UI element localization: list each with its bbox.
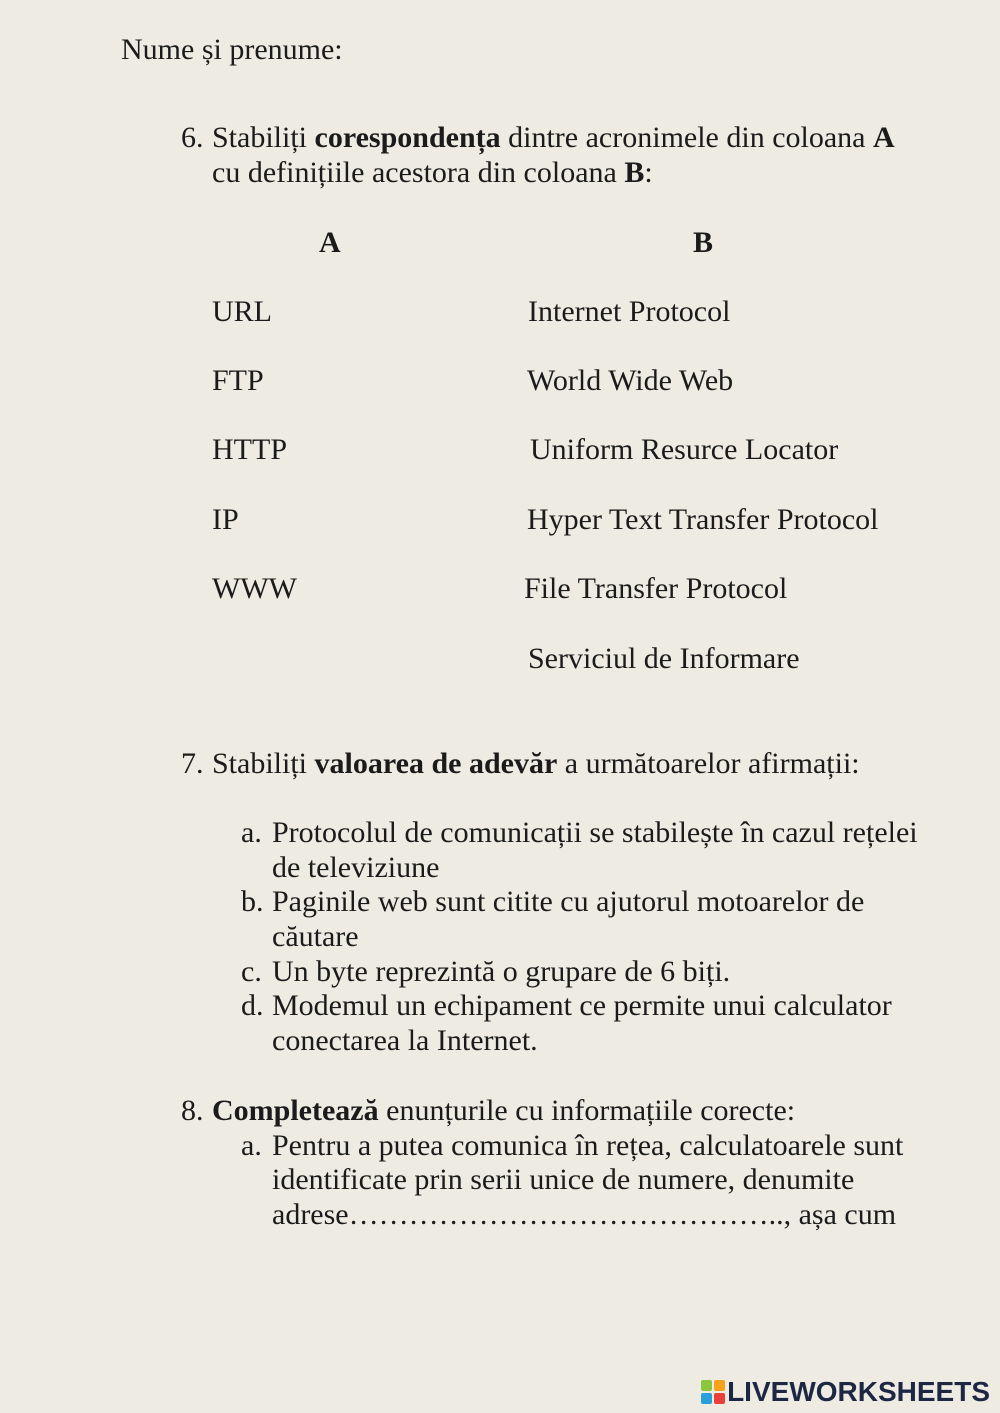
student-name-label: Nume și prenume:	[121, 33, 343, 66]
statement-text: Paginile web sunt citite cu ajutorul motoarelor de	[272, 885, 865, 918]
q7-number: 7.	[181, 747, 204, 780]
q6-prompt-text: cu definițiile acestora din coloana	[212, 156, 625, 189]
acronym-item: WWW	[212, 572, 297, 605]
q7-prompt	[212, 746, 860, 781]
q6-number: 6.	[181, 121, 204, 154]
fill-in-text: identificate prin serii unice de numere, denumite	[272, 1163, 855, 1196]
q7-prompt-text: a următoarelor afirmații:	[557, 747, 860, 780]
definition-item: Serviciul de Informare	[528, 642, 800, 675]
q6-column-b-reference: B	[624, 156, 645, 189]
statement-text: Modemul un echipament ce permite unui calculator	[272, 989, 892, 1022]
acronym-item: URL	[212, 295, 272, 328]
q6-prompt-text: Stabiliți	[212, 121, 315, 154]
q8-prompt	[212, 1093, 795, 1128]
q6-column-a-reference: A	[873, 121, 895, 154]
logo-square	[714, 1393, 725, 1404]
q7-prompt-keyword: valoarea de adevăr	[314, 747, 558, 780]
definition-item: Uniform Resurce Locator	[530, 433, 839, 466]
list-marker: d.	[241, 989, 264, 1022]
q6-prompt-text: dintre acronimele din coloana	[500, 121, 873, 154]
list-marker: c.	[241, 955, 262, 988]
fill-in-text: adrese…………………………………….., așa cum	[272, 1198, 897, 1231]
logo-square	[701, 1393, 712, 1404]
definition-item: Hyper Text Transfer Protocol	[527, 503, 879, 536]
liveworksheets-logo-link[interactable]	[701, 1378, 990, 1406]
logo-square	[714, 1380, 725, 1391]
q6-prompt-keyword: corespondența	[314, 121, 501, 154]
q8-number: 8.	[181, 1094, 204, 1127]
list-marker: b.	[241, 885, 264, 918]
q7-prompt-text: Stabiliți	[212, 747, 315, 780]
liveworksheets-logo-text: LIVEWORKSHEETS	[727, 1376, 990, 1407]
definition-item: World Wide Web	[527, 364, 734, 397]
q6-prompt-line-1	[212, 120, 895, 155]
acronym-item: IP	[212, 503, 239, 536]
fill-in-text: Pentru a putea comunica în rețea, calculatoarele sunt	[272, 1129, 904, 1162]
list-marker: a.	[241, 1129, 262, 1162]
definition-item: Internet Protocol	[528, 295, 731, 328]
logo-square	[701, 1380, 712, 1391]
q6-prompt-line-2	[212, 155, 653, 190]
statement-text: Un byte reprezintă o grupare de 6 biți.	[272, 955, 731, 988]
statement-text: conectarea la Internet.	[272, 1024, 538, 1057]
statement-text: căutare	[272, 920, 359, 953]
column-a-header: A	[319, 226, 341, 259]
q6-prompt-text: :	[644, 156, 653, 189]
q8-prompt-text: enunțurile cu informațiile corecte:	[378, 1094, 796, 1127]
list-marker: a.	[241, 816, 262, 849]
liveworksheets-logo-icon	[701, 1380, 725, 1404]
definition-item: File Transfer Protocol	[524, 572, 788, 605]
acronym-item: HTTP	[212, 433, 287, 466]
statement-text: de televiziune	[272, 851, 440, 884]
acronym-item: FTP	[212, 364, 264, 397]
q8-prompt-keyword: Completează	[212, 1094, 379, 1127]
statement-text: Protocolul de comunicații se stabilește în cazul rețelei	[272, 816, 918, 849]
column-b-header: B	[693, 226, 714, 259]
